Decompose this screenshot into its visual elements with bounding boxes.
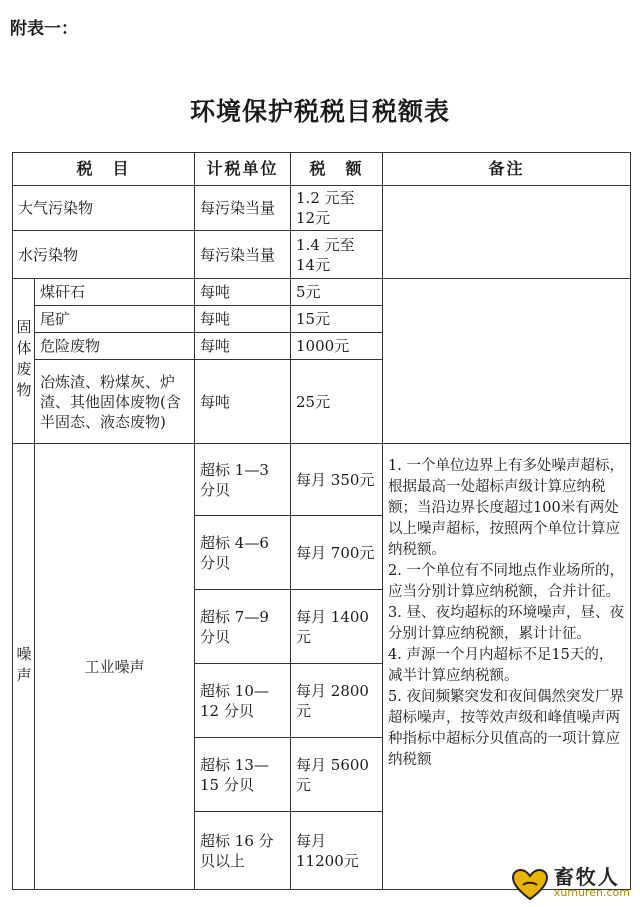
solid-item-unit: 每吨 [195,360,291,444]
row-amount: 1.2 元至 12元 [291,186,383,231]
noise-category: 噪声 [13,444,35,890]
tax-table [12,152,631,890]
noise-unit: 超标 10—12 分贝 [195,664,291,738]
watermark-cn: 畜牧人 [553,865,620,889]
noise-subcategory: 工业噪声 [35,444,195,890]
solid-item-amount: 5元 [291,279,383,306]
table-row [13,444,631,516]
remark-item: 3. 昼、夜均超标的环境噪声，昼、夜分别计算应纳税额，累计计征。 [388,605,624,642]
remark-item: 5. 夜间频繁突发和夜间偶然突发厂界超标噪声，按等效声级和峰值噪声两种指标中超标分贝值高的一项计算应纳税额 [388,689,624,768]
noise-amount: 每月 2800元 [291,664,383,738]
solid-item-amount: 15元 [291,306,383,333]
noise-unit: 超标 7—9 分贝 [195,590,291,664]
header-amount: 税 额 [291,153,383,186]
solid-item-unit: 每吨 [195,333,291,360]
header-row [13,153,631,186]
noise-amount: 每月 1400元 [291,590,383,664]
attachment-label: 附表一： [10,19,78,39]
solid-item-amount: 1000元 [291,333,383,360]
row-unit: 每污染当量 [195,186,291,231]
watermark [512,865,630,901]
row-amount: 1.4 元至 14元 [291,231,383,279]
solid-item-unit: 每吨 [195,306,291,333]
solid-item-name: 煤矸石 [35,279,195,306]
page-title: 环境保护税税目税额表 [189,97,450,126]
solid-item-name: 危险废物 [35,333,195,360]
noise-unit: 超标 1—3 分贝 [195,444,291,516]
noise-amount: 每月 350元 [291,444,383,516]
header-item: 税 目 [13,153,195,186]
solid-item-name: 尾矿 [35,306,195,333]
row-remark-empty [383,186,631,279]
noise-unit: 超标 4—6 分贝 [195,516,291,590]
solid-item-amount: 25元 [291,360,383,444]
remark-item: 2. 一个单位有不同地点作业场所的，应当分别计算应纳税额，合并计征。 [388,563,624,600]
header-remark: 备注 [383,153,631,186]
header-unit: 计税单位 [195,153,291,186]
watermark-text [553,865,630,901]
solid-remark-empty [383,279,631,444]
row-item: 水污染物 [13,231,195,279]
noise-amount: 每月 5600元 [291,738,383,812]
row-unit: 每污染当量 [195,231,291,279]
solid-item-name: 冶炼渣、粉煤灰、炉渣、其他固体废物(含半固态、液态废物) [35,360,195,444]
noise-remarks [383,444,631,890]
table-row [13,279,631,306]
row-item: 大气污染物 [13,186,195,231]
remark-item: 1. 一个单位边界上有多处噪声超标，根据最高一处超标声级计算应纳税额；当沿边界长度超过100米有两处以上噪声超标，按照两个单位计算应纳税额。 [388,458,624,558]
noise-unit: 超标 16 分贝以上 [195,812,291,890]
watermark-en: xumuren.com [553,886,630,899]
remark-item: 4. 声源一个月内超标不足15天的，减半计算应纳税额。 [388,647,614,684]
noise-amount: 每月 700元 [291,516,383,590]
noise-amount: 每月 11200元 [291,812,383,890]
table-row [13,186,631,231]
solid-item-unit: 每吨 [195,279,291,306]
heart-logo-icon [512,869,548,901]
noise-unit: 超标 13—15 分贝 [195,738,291,812]
solid-category: 固体废物 [13,279,35,444]
